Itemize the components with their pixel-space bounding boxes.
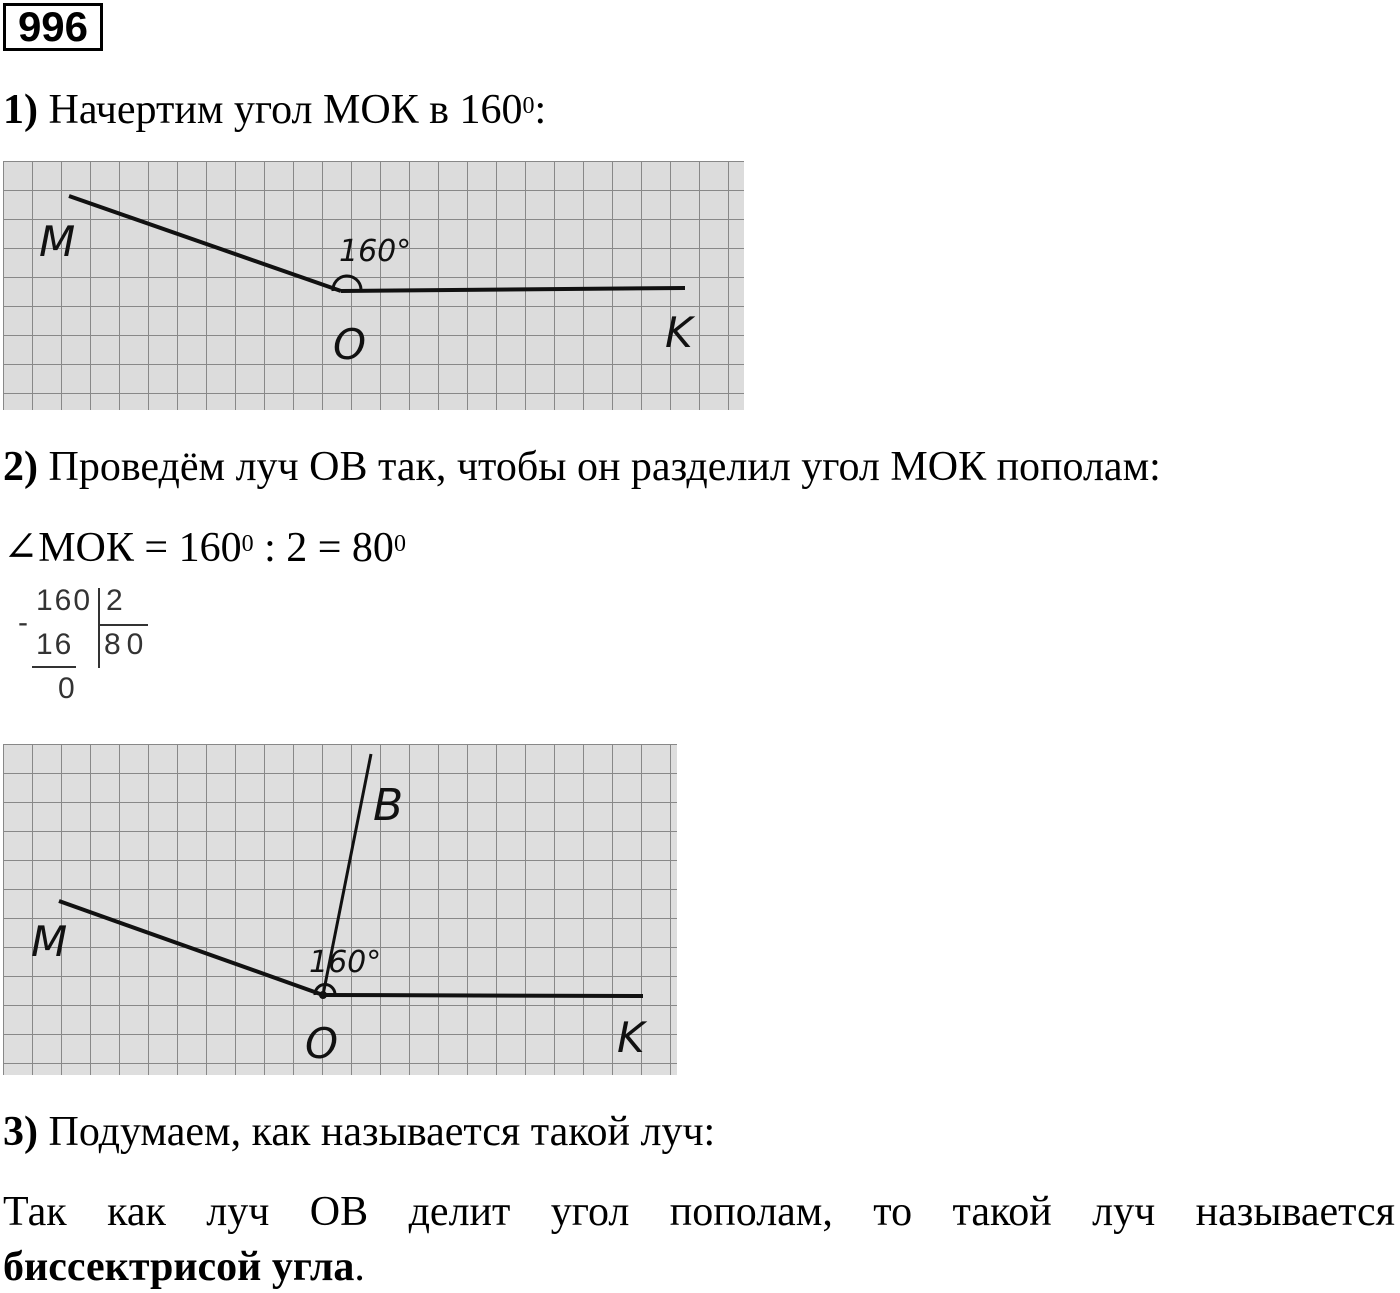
step3-number: 3) — [3, 1109, 38, 1155]
ray-ok — [323, 995, 643, 996]
problem-number: 996 — [3, 3, 103, 51]
formula-part-b: : 2 = 80 — [253, 525, 394, 571]
label-k: K — [665, 308, 693, 357]
angle-label: 160° — [339, 234, 412, 269]
formula-line — [3, 524, 406, 572]
label-b: B — [373, 780, 404, 831]
division-dividend: 160 — [36, 584, 93, 617]
step2-line — [3, 443, 1161, 491]
division-quotient: 80 — [104, 628, 150, 661]
figure2-drawing — [3, 744, 677, 1075]
formula-part-a: ∠МОК = 160 — [3, 525, 242, 571]
step3-text: Подумаем, как называется такой луч: — [48, 1109, 716, 1155]
figure2-photo — [3, 744, 677, 1075]
step1-line — [3, 86, 546, 134]
vertex-point — [319, 991, 327, 999]
long-division — [14, 584, 164, 709]
conclusion-line1: Так как луч ОВ делит угол пополам, то такой луч называется — [3, 1189, 1395, 1235]
label-m: M — [31, 917, 68, 966]
label-o: O — [333, 320, 367, 369]
step1-degree: 0 — [522, 93, 535, 119]
bisector-term: биссектрисой угла — [3, 1244, 355, 1290]
division-subtract-bar — [32, 666, 76, 668]
step1-colon: : — [534, 87, 547, 133]
division-remainder: 0 — [58, 672, 75, 705]
conclusion-line2 — [3, 1243, 365, 1291]
step1-text: Начертим угол МОК в 160 — [48, 87, 523, 133]
division-vertical-bar — [98, 588, 100, 668]
formula-degree-1: 0 — [241, 531, 254, 557]
step1-number: 1) — [3, 87, 38, 133]
label-m: M — [39, 217, 76, 266]
division-quotient-bar — [98, 624, 148, 626]
label-o: O — [305, 1019, 339, 1068]
angle-label: 160° — [309, 945, 382, 980]
step2-text: Проведём луч ОВ так, чтобы он разделил угол МОК пополам: — [48, 444, 1161, 490]
division-divisor: 2 — [106, 584, 123, 617]
figure1-drawing — [3, 161, 744, 410]
figure1-photo — [3, 161, 744, 410]
step2-number: 2) — [3, 444, 38, 490]
division-subtract: 16 — [36, 628, 74, 661]
formula-degree-2: 0 — [393, 531, 406, 557]
step3-line — [3, 1108, 715, 1156]
conclusion-period: . — [354, 1244, 365, 1290]
label-k: K — [617, 1013, 645, 1062]
division-minus: - — [18, 606, 28, 639]
